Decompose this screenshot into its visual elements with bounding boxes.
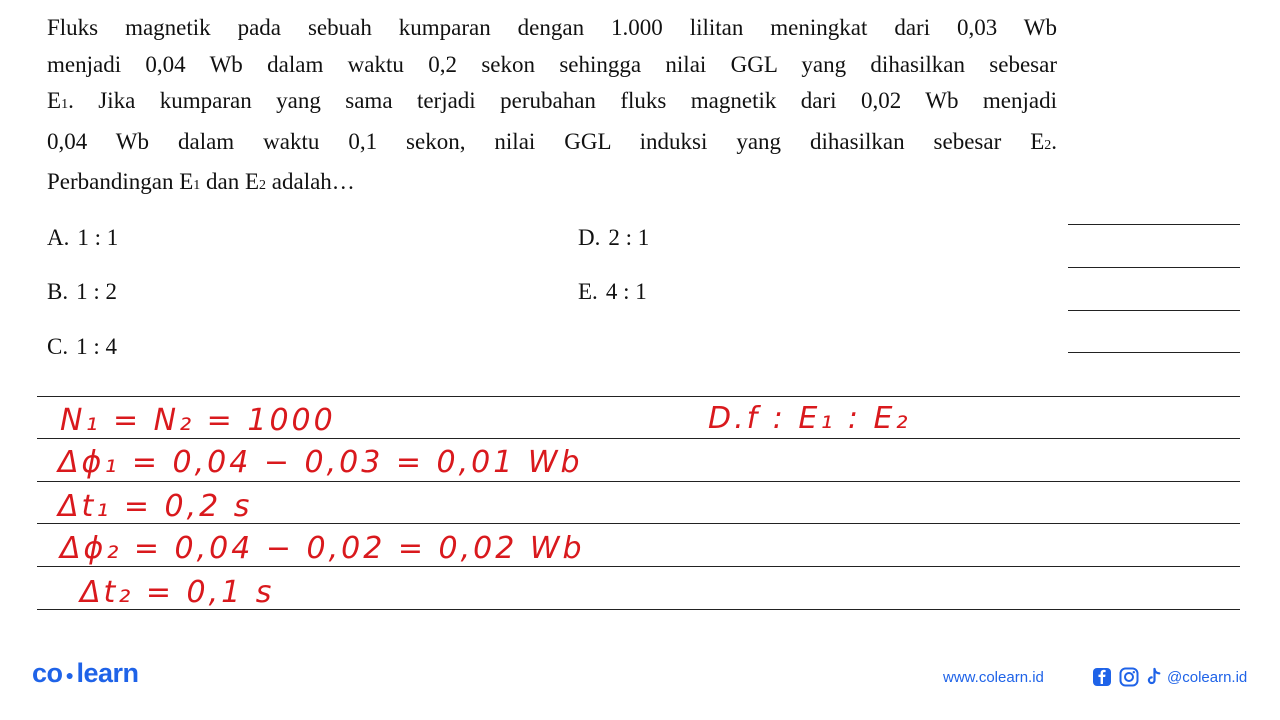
handwriting-row-2: Δϕ₁ = 0,04 − 0,03 = 0,01 Wb bbox=[58, 445, 583, 480]
facebook-icon[interactable] bbox=[1092, 666, 1112, 688]
handwriting-row-5: Δt₂ = 0,1 s bbox=[80, 575, 275, 610]
question-line-1: Fluks magnetik pada sebuah kumparan dengan 1.000 lilitan meningkat dari 0,03 Wb bbox=[47, 15, 1057, 40]
answer-line bbox=[1068, 267, 1240, 268]
ruled-line bbox=[37, 566, 1240, 567]
answer-line bbox=[1068, 224, 1240, 225]
question-text bbox=[47, 10, 1057, 205]
social-handle[interactable]: @colearn.id bbox=[1167, 669, 1248, 686]
option-b[interactable]: B. 1 : 2 bbox=[47, 279, 117, 304]
answer-line bbox=[1068, 310, 1240, 311]
tiktok-icon[interactable] bbox=[1145, 666, 1163, 688]
handwriting-row-4: Δϕ₂ = 0,04 − 0,02 = 0,02 Wb bbox=[60, 531, 585, 566]
question-line-2: menjadi 0,04 Wb dalam waktu 0,2 sekon sehingga nilai GGL yang dihasilkan sebesar bbox=[47, 51, 1057, 77]
ruled-line bbox=[37, 438, 1240, 439]
handwriting-row-1-right: D.f : E₁ : E₂ bbox=[708, 401, 911, 436]
colearn-logo[interactable]: co ● learn bbox=[32, 658, 139, 688]
option-d[interactable]: D. 2 : 1 bbox=[578, 225, 650, 250]
answer-line bbox=[1068, 352, 1240, 353]
option-a[interactable]: A. 1 : 1 bbox=[47, 225, 119, 250]
instagram-icon[interactable] bbox=[1119, 666, 1139, 688]
ruled-line bbox=[37, 481, 1240, 482]
question-line-5: Perbandingan E1 dan E2 adalah… bbox=[47, 169, 355, 194]
option-e[interactable]: E. 4 : 1 bbox=[578, 279, 647, 304]
handwriting-row-3: Δt₁ = 0,2 s bbox=[58, 489, 253, 524]
website-link[interactable]: www.colearn.id bbox=[943, 669, 1044, 686]
option-c[interactable]: C. 1 : 4 bbox=[47, 334, 117, 359]
question-line-3: E1. Jika kumparan yang sama terjadi perubahan fluks magnetik dari 0,02 Wb menjadi bbox=[47, 88, 1057, 113]
handwriting-row-1-left: N₁ = N₂ = 1000 bbox=[60, 403, 336, 438]
question-line-4: 0,04 Wb dalam waktu 0,1 sekon, nilai GGL induksi yang dihasilkan sebesar E2. bbox=[47, 128, 1057, 154]
ruled-line bbox=[37, 396, 1240, 397]
